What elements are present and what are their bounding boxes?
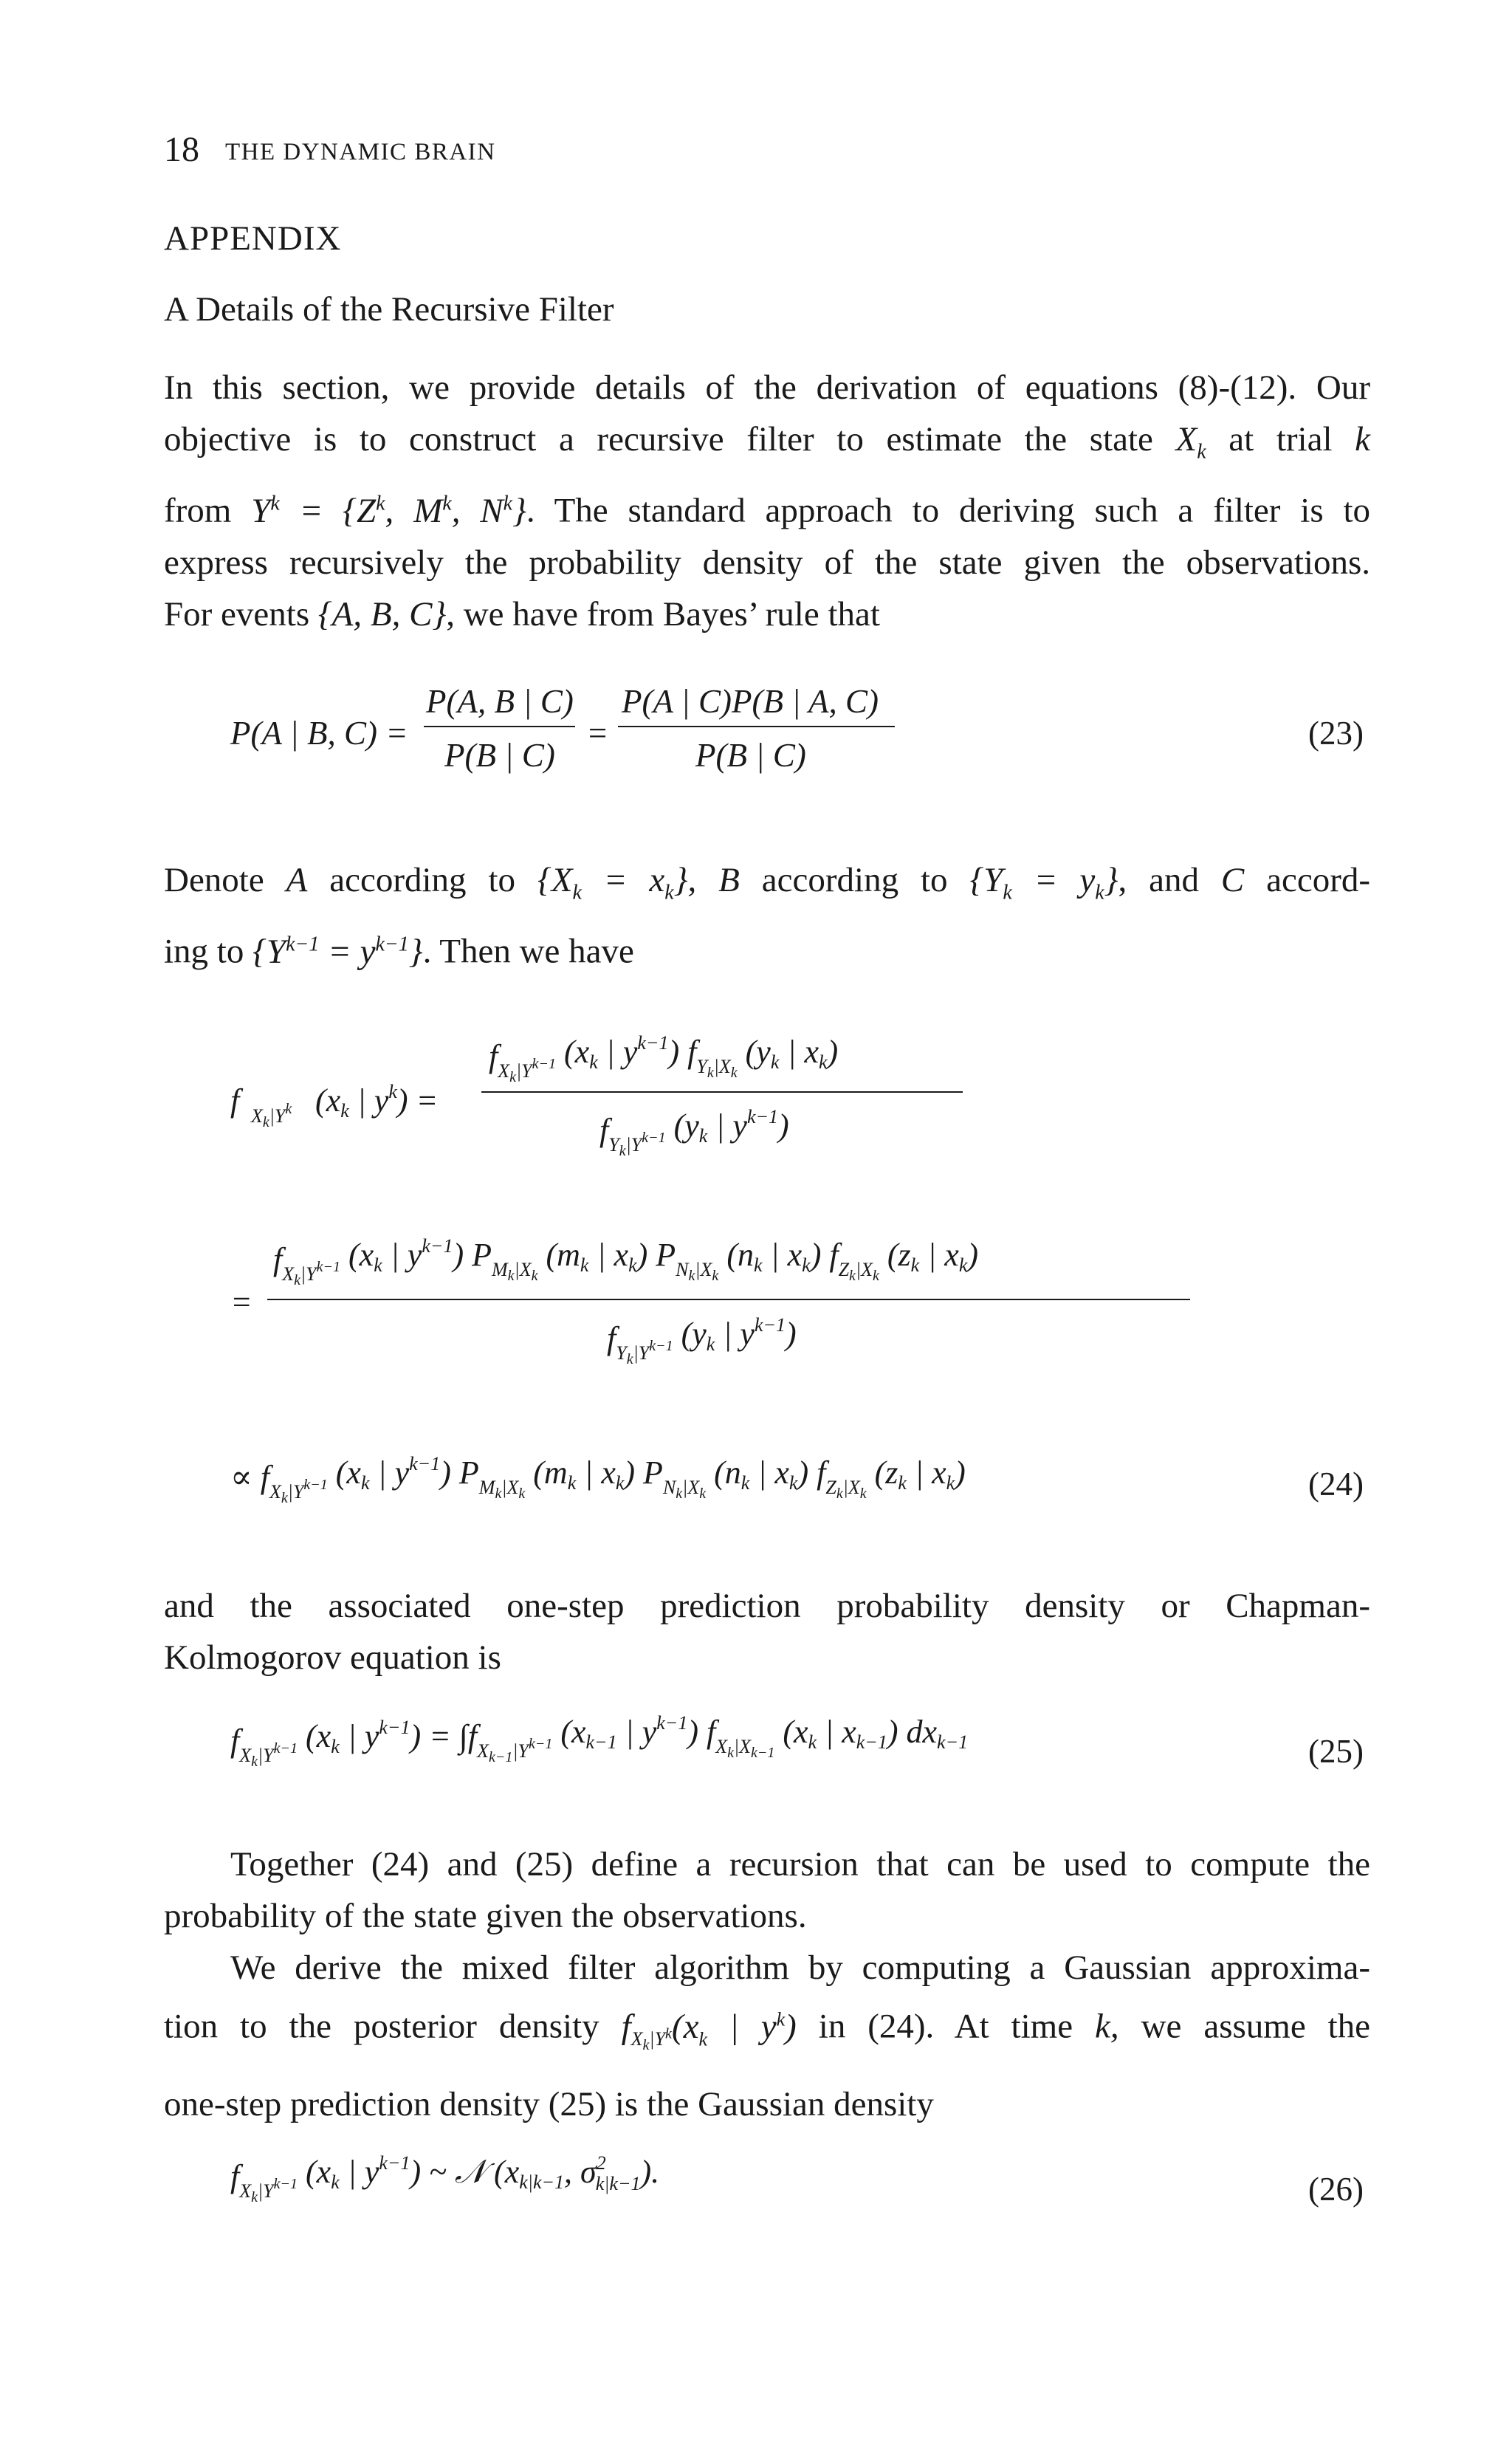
svg-text:fXk|Yk−1 (xk | yk−1) = ∫fXk−1|: $f_Xk|Y^{k-1}$ (xk | $y^{k-1}) = \int f_Xk-1|Y^{k-1}$ (xk−1 | $y^{k-1}$) $f_Xk|Xk-1$ (xk | xk−1) dxk−1 — [230, 1712, 969, 1770]
text-run: Denote — [164, 861, 264, 899]
paragraph-line: probability of the state given the observations. — [164, 1897, 807, 1935]
text-run: at trial — [1228, 420, 1333, 459]
text-run: from — [164, 492, 232, 531]
text-run: tion to the posterior density — [164, 2007, 599, 2046]
svg-text:fXk|Yk−1 (xk | yk−1) PMk|Xk (m: $f_Xk|Y^{k-1}$ (xk | $y^{k-1}$) $P_Mk|Xk$ (mk | xk) $P_Nk|Xk$ (nk | xk) $f_Zk|Xk$ (zk | xk) — [273, 1235, 979, 1288]
paragraph-line: one-step prediction density (25) is the Gaussian density — [164, 2085, 934, 2124]
math-inline-yk-set: $Y^k = \{Z^k$, $M^k$, $N^k$} — [251, 492, 526, 531]
equation-number: (24) — [1308, 1466, 1364, 1503]
svg-text:Xk|Yk: $X_k|Y^k$ — [251, 1101, 292, 1130]
paragraph-line: Together (24) and (25) define a recursion that can be used to compute the — [230, 1845, 1370, 1884]
paragraph-line — [164, 1994, 1370, 2071]
math-inline-c: C — [1220, 861, 1245, 899]
page-number: 18 — [164, 130, 199, 169]
math-inline-events: {A, B, C} — [317, 595, 447, 634]
paragraph-line — [164, 413, 1370, 478]
text-run: , and — [1118, 861, 1199, 899]
equation-24-block — [164, 1015, 1375, 1510]
text-run: . The standard approach to deriving such a filter is to — [526, 492, 1371, 531]
svg-text:=: = — [586, 715, 609, 752]
svg-text:fXk|Yk−1 (xk | yk−1) ~ 𝒩 (xk|: $f_Xk|Y^{k-1}$ (xk | $y^{k-1}$) ~ 𝒩 (xk|k−1, $\sigma^2$ k|k−1). — [230, 2152, 660, 2205]
math-inline-k-time: k, — [1095, 2007, 1119, 2046]
running-title: THE DYNAMIC BRAIN — [225, 139, 496, 165]
svg-text:∝ fXk|Yk−1 (xk | yk−1) PMk|Xk: ∝ $f_Xk|Y^{k-1}$ (xk | $y^{k-1}$) $P_Mk|Xk$ (mk | xk) $P_Nk|Xk$ (nk | xk) $f_Zk|Xk$ (zk | xk) — [230, 1453, 966, 1506]
svg-text:P(B | C): P(B | C) — [695, 737, 806, 774]
svg-text:f: f — [230, 1082, 240, 1119]
paragraph-line — [164, 854, 1370, 918]
paragraph-intro — [164, 362, 1370, 640]
equation-number: (23) — [1308, 715, 1364, 752]
svg-text:P(A | B, C) =: P(A | B, C) = — [230, 715, 408, 752]
math-inline-k: k — [1355, 420, 1371, 459]
paragraph-line: We derive the mixed filter algorithm by computing a Gaussian approxima- — [230, 1948, 1370, 1987]
appendix-heading: APPENDIX — [164, 219, 342, 258]
math-inline-yk-eq: $\{Y_k = y_k\}$ — [969, 861, 1118, 904]
paragraph-line: and the associated one-step prediction probability density or Chapman- — [164, 1587, 1370, 1625]
paragraph-line: express recursively the probability density of the state given the observations. — [164, 543, 1370, 583]
svg-text:P(B | C): P(B | C) — [444, 737, 555, 774]
text-run: objective is to construct a recursive filter to estimate the state — [164, 420, 1153, 459]
svg-text:fYk|Yk−1 (yk | yk−1): $f_Yk|Y^{k-1}$ (yk | $y^{k-1}$) — [599, 1106, 789, 1159]
paragraph-line — [164, 918, 1370, 978]
svg-text:P(A, B | C): P(A, B | C) — [426, 683, 574, 720]
text-run: . Then we have — [422, 933, 634, 972]
text-run: accord- — [1266, 861, 1371, 899]
equation-25 — [164, 1706, 1375, 1794]
text-run: in (24). At time — [818, 2007, 1073, 2046]
svg-text:fXk|Yk−1 (xk | yk−1) fYk|Xk (y: $f_Xk|Y^{k-1}$ (xk | $y^{k-1}$) $f_Yk|Xk$ (yk | xk) — [489, 1032, 839, 1085]
text-run: we assume the — [1141, 2007, 1371, 2046]
text-run: according to — [329, 861, 516, 899]
equation-number: (25) — [1308, 1733, 1364, 1770]
text-run: , we have from Bayes’ rule that — [446, 595, 880, 634]
equation-number: (26) — [1308, 2171, 1364, 2208]
svg-text:(xk | yk) =: (xk | $y^k$) = — [315, 1081, 439, 1122]
svg-text:=: = — [230, 1284, 252, 1320]
paragraph-line — [164, 478, 1370, 537]
paragraph-chapman — [164, 1580, 1370, 1683]
text-run: according to — [761, 861, 948, 899]
paragraph-line — [164, 588, 1370, 640]
svg-text:P(A | C)P(B | A, C): P(A | C)P(B | A, C) — [622, 683, 879, 720]
svg-text:fYk|Yk−1 (yk | yk−1): $f_Yk|Y^{k-1}$ (yk | $y^{k-1}$) — [607, 1314, 797, 1367]
paragraph-mixed-filter — [164, 1942, 1370, 2130]
math-inline-xk-eq: $\{X_k = x_k\}$, B — [537, 861, 740, 904]
text-run: ing to — [164, 933, 244, 972]
paragraph-line: Kolmogorov equation is — [164, 1638, 501, 1677]
subsection-heading: A Details of the Recursive Filter — [164, 290, 614, 329]
math-inline-ykminus1: $\{Y^{k-1} = y^{k-1}\}$ — [252, 933, 423, 972]
math-inline-xk: $X_k$ — [1175, 420, 1206, 464]
paragraph-denote — [164, 854, 1370, 978]
paragraph-together — [164, 1838, 1370, 1942]
equation-23 — [164, 672, 1375, 790]
paragraph-line: In this section, we provide details of the derivation of equations (8)-(12). Our — [164, 368, 1370, 407]
math-inline-posterior: $f_{X_k|Y^k}(x_k$ | $y^k$) — [621, 2007, 797, 2054]
text-run: For events — [164, 595, 310, 634]
math-inline-a: A — [286, 861, 308, 899]
equation-26 — [164, 2141, 1375, 2230]
